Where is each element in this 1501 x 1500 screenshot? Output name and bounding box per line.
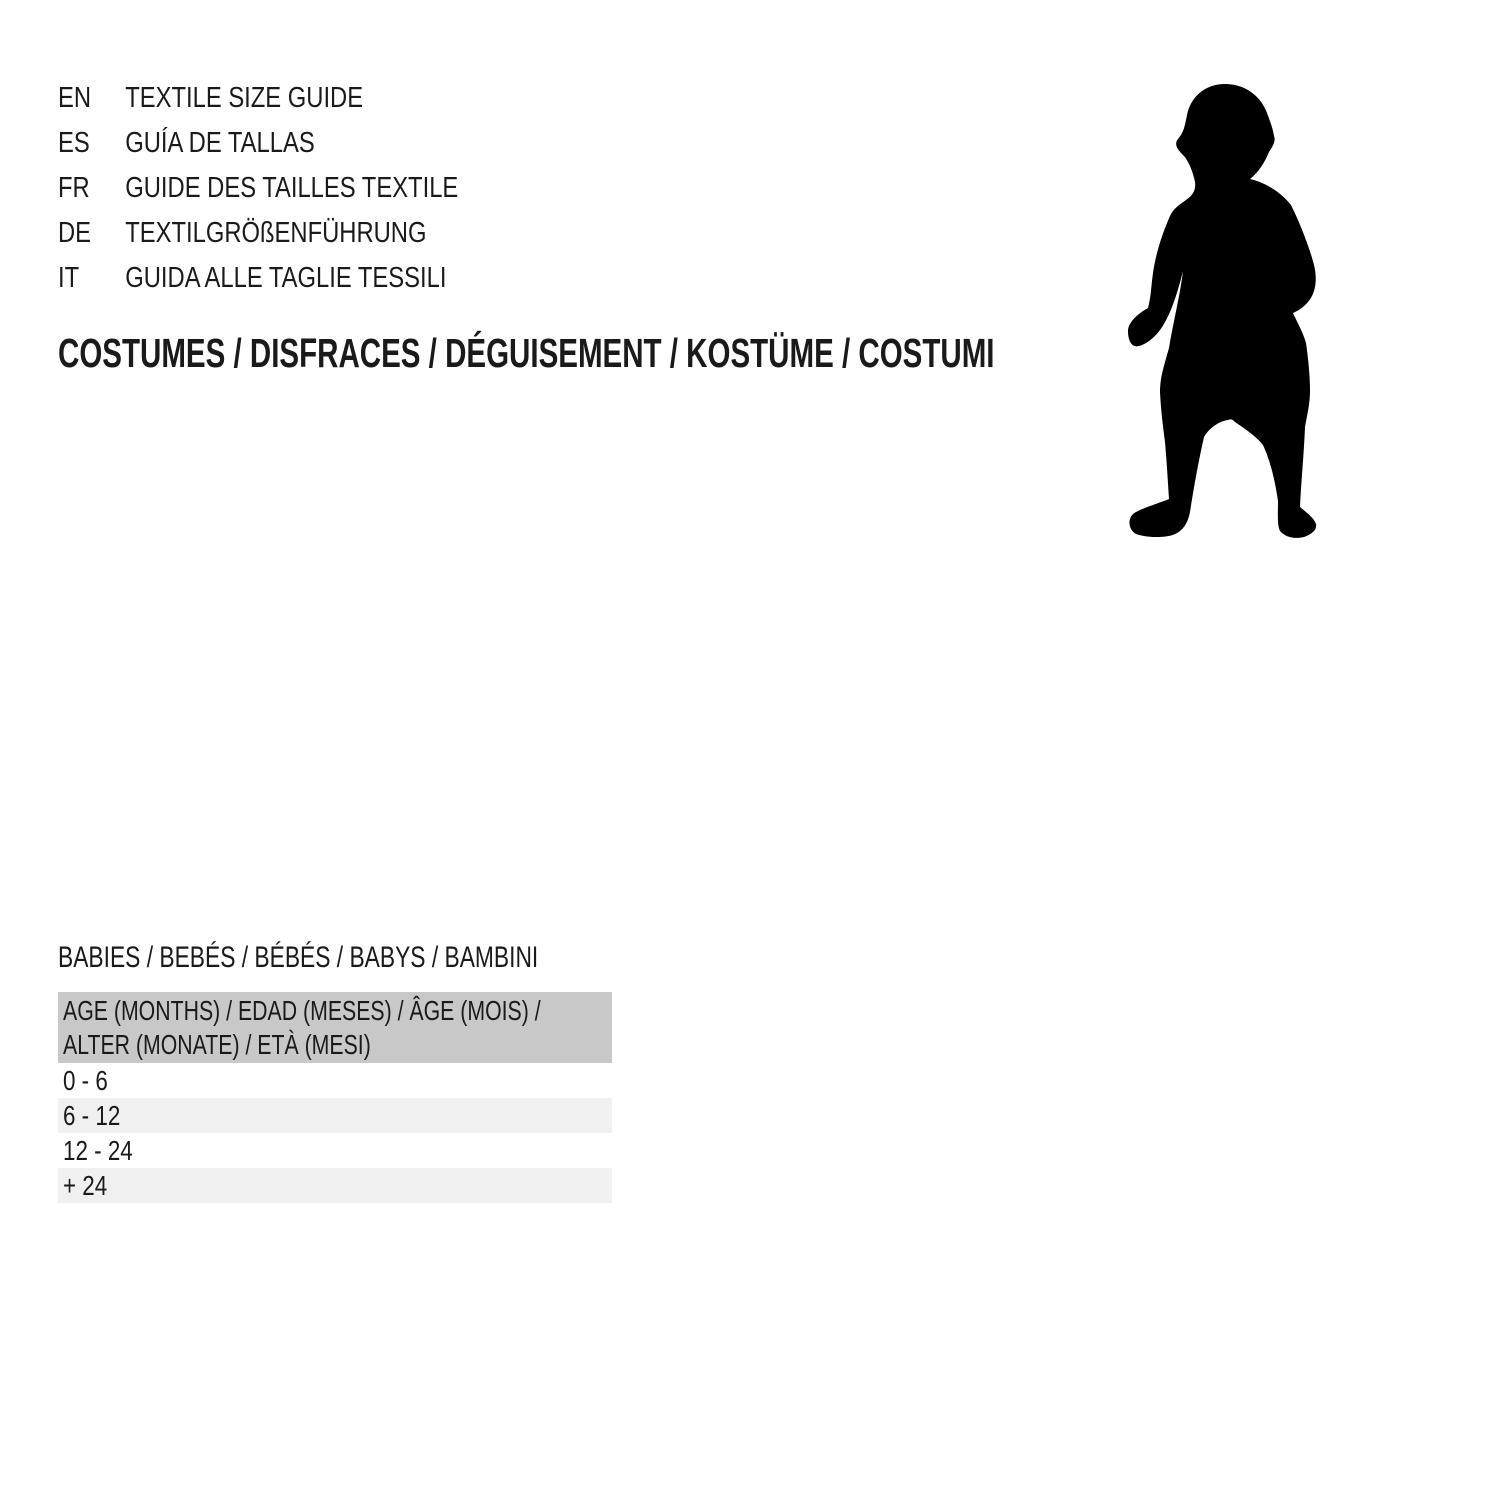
baby-silhouette-icon	[1127, 82, 1317, 540]
language-label: TEXTILE SIZE GUIDE	[125, 82, 364, 114]
language-row	[58, 166, 458, 211]
language-code: EN	[58, 82, 92, 114]
table-row	[58, 1063, 612, 1098]
language-row	[58, 256, 458, 301]
table-header-line: AGE (MONTHS) / EDAD (MESES) / ÂGE (MOIS) /	[63, 994, 541, 1026]
language-label: GUÍA DE TALLAS	[125, 127, 315, 159]
language-row	[58, 211, 458, 256]
language-list	[58, 76, 546, 301]
table-cell-age-range: 12 - 24	[63, 1135, 133, 1166]
language-code: FR	[58, 172, 90, 204]
size-section-title-text: BABIES / BEBÉS / BÉBÉS / BABYS / BAMBINI	[58, 941, 539, 974]
table-cell-age-range: 6 - 12	[63, 1100, 121, 1131]
language-code: IT	[58, 262, 80, 294]
category-title-text: COSTUMES / DISFRACES / DÉGUISEMENT / KOSTÜME / COSTUMI	[58, 330, 995, 376]
table-row	[58, 1133, 612, 1168]
language-label: TEXTILGRÖßENFÜHRUNG	[125, 217, 427, 249]
table-header-line: ALTER (MONATE) / ETÀ (MESI)	[63, 1028, 371, 1060]
size-table	[58, 992, 612, 1203]
language-label: GUIDE DES TAILLES TEXTILE	[125, 172, 459, 204]
table-row	[58, 1168, 612, 1203]
language-code: DE	[58, 217, 92, 249]
language-row	[58, 121, 458, 166]
table-cell-age-range: + 24	[63, 1170, 108, 1201]
language-code: ES	[58, 127, 90, 159]
size-section-title	[58, 938, 690, 978]
language-row	[58, 76, 458, 121]
table-row	[58, 1098, 612, 1133]
table-header	[58, 992, 612, 1063]
table-cell-age-range: 0 - 6	[63, 1065, 108, 1096]
language-label: GUIDA ALLE TAGLIE TESSILI	[125, 262, 447, 294]
